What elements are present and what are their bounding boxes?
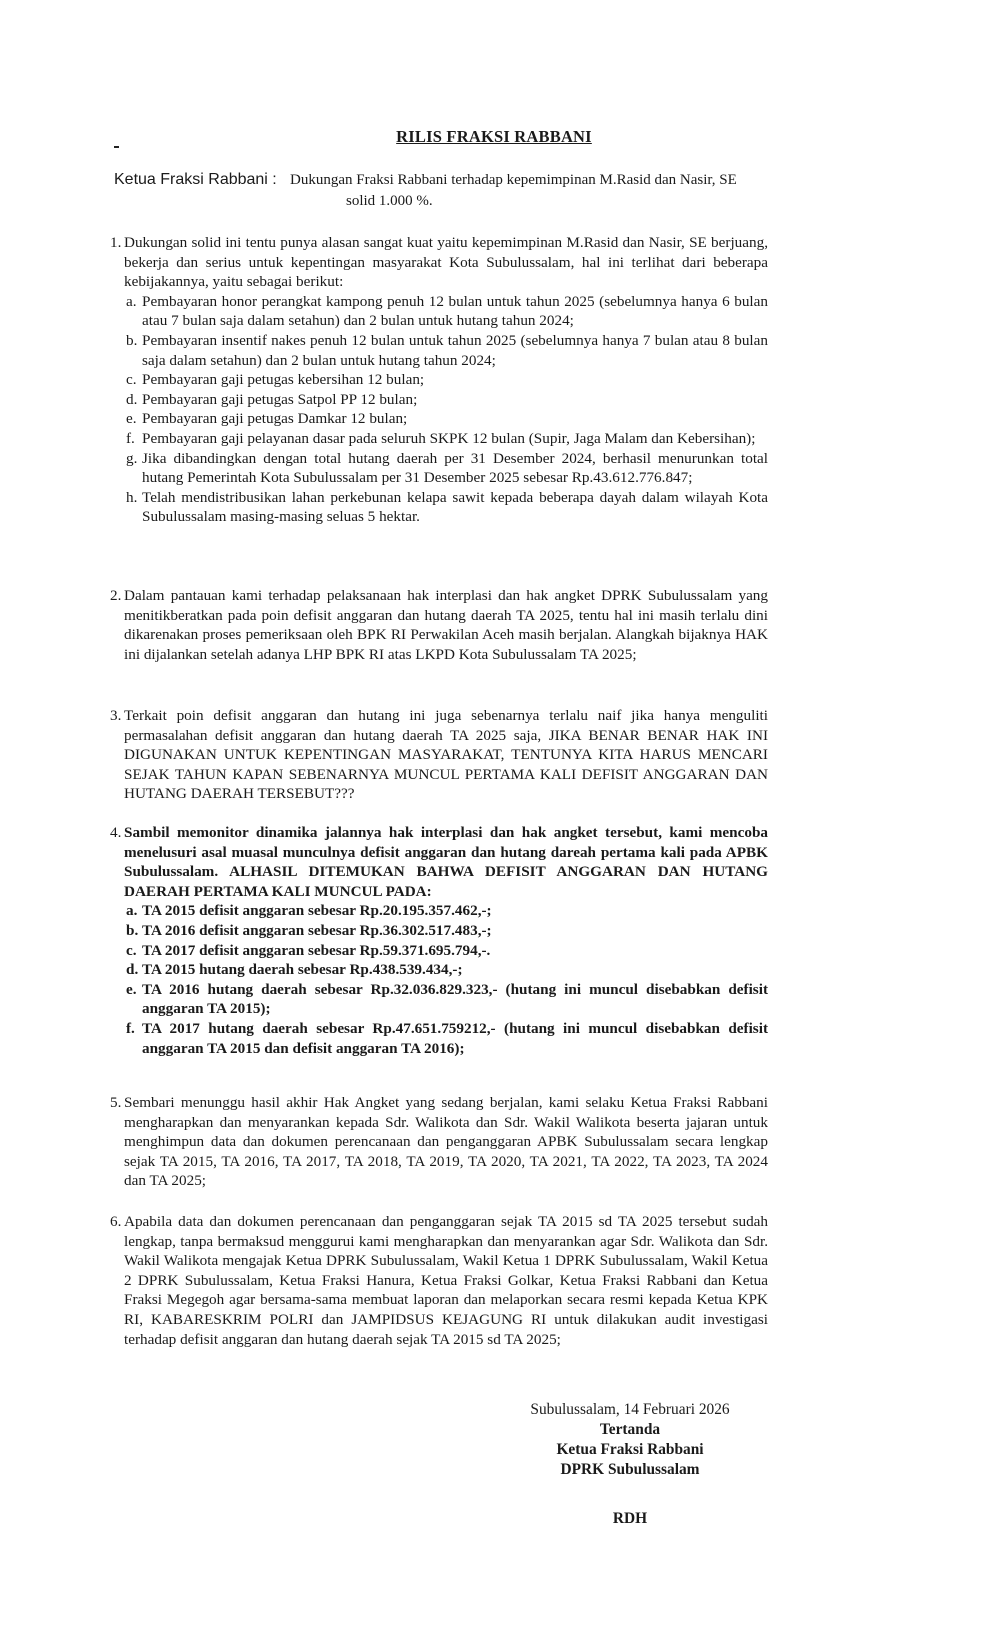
item-number: 1. [110,234,122,251]
signer-initials: RDH [612,1510,648,1527]
stray-mark [114,146,119,148]
signature-block [500,1400,760,1480]
sub-item: c. Pembayaran gaji petugas kebersihan 12 bulan; [126,371,425,389]
from-label: Ketua Fraksi Rabbani : [114,171,277,188]
sub-list [126,292,768,527]
list-item-1 [110,233,768,527]
sub-item: a. TA 2015 defisit anggaran sebesar Rp.20.195.357.462,-; [126,902,492,920]
item-text: Sembari menunggu hasil akhir Hak Angket yang sedang berjalan, kami selaku Ketua Fraksi Rabbani mengharapkan dan menyarankan kepada Sdr. Walikota dan Sdr. Wakil Walikota beserta jajaran untuk menghimpun data dan dokumen perencanaan dan penganggaran APBK Subulussalam secara lengkap sejak TA 2015, TA 2016, TA 2017, TA 2018, TA 2019, TA 2020, TA 2021, TA 2022, TA 2023, TA 2024 dan TA 2025; [124,1094,768,1190]
subject [290,170,770,212]
item-number: 5. [110,1094,122,1111]
sub-item: c. TA 2017 defisit anggaran sebesar Rp.59.371.695.794,-. [126,941,491,959]
list-item-3 [110,706,768,804]
list-item-5 [110,1093,768,1191]
item-number: 6. [110,1213,122,1230]
signer-role: Ketua Fraksi Rabbani [556,1441,704,1458]
signed-label: Tertanda [599,1421,661,1438]
item-text: Dalam pantauan kami terhadap pelaksanaan hak interplasi dan hak angket DPRK Subulussalam yang menitikberatkan pada poin defisit anggaran dan hutang daerah TA 2025, tentu hal ini masih terlalu dini dikarenakan proses pemeriksaan oleh BPK RI Perwakilan Aceh masih berjalan. Alangkah bijaknya HAK ini dijalankan setelah adanya LHP BPK RI atas LKPD Kota Subulussalam TA 2025; [124,587,768,663]
subject-line-2: solid 1.000 %. [346,193,433,209]
sub-item: a. Pembayaran honor perangkat kampong penuh 12 bulan untuk tahun 2025 (sebelumnya hanya 6 bulan atau 7 bulan saja dalam setahun) dan 2 bulan untuk hutang tahun 2024; [126,292,768,330]
sub-item: e. Pembayaran gaji petugas Damkar 12 bulan; [126,410,408,428]
sub-item: f. TA 2017 hutang daerah sebesar Rp.47.651.759212,- (hutang ini muncul disebabkan defisit anggaran TA 2015 dan defisit anggaran TA 2016); [126,1019,768,1057]
sub-list [126,901,768,1058]
sub-item: e. TA 2016 hutang daerah sebesar Rp.32.036.829.323,- (hutang ini muncul disebabkan defisit anggaran TA 2015); [126,980,768,1018]
sub-item: h. Telah mendistribusikan lahan perkebunan kelapa sawit kepada beberapa dayah dalam wilayah Kota Subulussalam masing-masing seluas 5 hektar. [126,488,768,526]
list-item-6 [110,1212,768,1349]
signer-org: DPRK Subulussalam [560,1461,700,1478]
item-number: 4. [110,824,122,841]
sub-item: d. Pembayaran gaji petugas Satpol PP 12 bulan; [126,390,418,408]
item-text: Sambil memonitor dinamika jalannya hak interplasi dan hak angket tersebut, kami mencoba menelusuri asal muasal munculnya defisit anggaran dan hutang dareah pertama kali pada APBK Subulussalam. ALHASIL DITEMUKAN BAHWA DEFISIT ANGGARAN DAN HUTANG DAERAH PERTAMA KALI MUNCUL PADA: [124,824,768,900]
sub-item: b. Pembayaran insentif nakes penuh 12 bulan untuk tahun 2025 (sebelumnya hanya 7 bulan atau 8 bulan saja dalam setahun) dan 2 bulan untuk hutang tahun 2024; [126,331,768,369]
sub-item: g. Jika dibandingkan dengan total hutang daerah per 31 Desember 2024, berhasil menurunkan total hutang Pemerintah Kota Subulussalam per 31 Desember 2025 sebesar Rp.43.612.776.847; [126,449,768,487]
item-text: Apabila data dan dokumen perencanaan dan penganggaran sejak TA 2015 sd TA 2025 tersebut sudah lengkap, tanpa bermaksud menggurui kami mengharapkan dan menyarankan agar Sdr. Walikota dan Sdr. Wakil Walikota mengajak Ketua DPRK Subulussalam, Wakil Ketua 1 DPRK Subulussalam, Wakil Ketua 2 DPRK Subulussalam, Ketua Fraksi Hanura, Ketua Fraksi Golkar, Ketua Fraksi Rabbani dan Ketua Fraksi Megegoh agar bersama-sama membuat laporan dan melaporkan secara resmi kepada Ketua KPK RI, KABARESKRIM POLRI dan JAMPIDSUS KEJAGUNG RI untuk dilakukan audit investigasi terhadap defisit anggaran dan hutang daerah sejak TA 2015 sd TA 2025; [124,1213,768,1348]
item-text: Terkait poin defisit anggaran dan hutang ini juga sebenarnya terlalu naif jika hanya menguliti permasalahan defisit anggaran dan hutang daerah TA 2025 saja, JIKA BENAR BENAR HAK INI DIGUNAKAN UNTUK KEPENTINGAN MASYARAKAT, TENTUNYA KITA HARUS MENCARI SEJAK TAHUN KAPAN SEBENARNYA MUNCUL PERTAMA KALI DEFISIT ANGGARAN DAN HUTANG DAERAH TERSEBUT??? [124,707,768,803]
sub-item: b. TA 2016 defisit anggaran sebesar Rp.36.302.517.483,-; [126,921,492,939]
list-item-4 [110,823,768,1058]
item-number: 3. [110,707,122,724]
subject-line-1: Dukungan Fraksi Rabbani terhadap kepemimpinan M.Rasid dan Nasir, SE [290,172,737,188]
item-text: Dukungan solid ini tentu punya alasan sangat kuat yaitu kepemimpinan M.Rasid dan Nasir, SE berjuang, bekerja dan serius untuk kepentingan masyarakat Kota Subulussalam, hal ini terlihat dari beberapa kebijakannya, yaitu sebagai berikut: [124,234,768,291]
document-title: RILIS FRAKSI RABBANI [396,127,592,146]
sub-item: d. TA 2015 hutang daerah sebesar Rp.438.539.434,-; [126,961,463,979]
list-item-2 [110,586,768,664]
item-number: 2. [110,587,122,604]
sub-item: f. Pembayaran gaji pelayanan dasar pada seluruh SKPK 12 bulan (Supir, Jaga Malam dan Kebersihan); [126,429,756,447]
place-date: Subulussalam, 14 Februari 2026 [530,1401,730,1418]
